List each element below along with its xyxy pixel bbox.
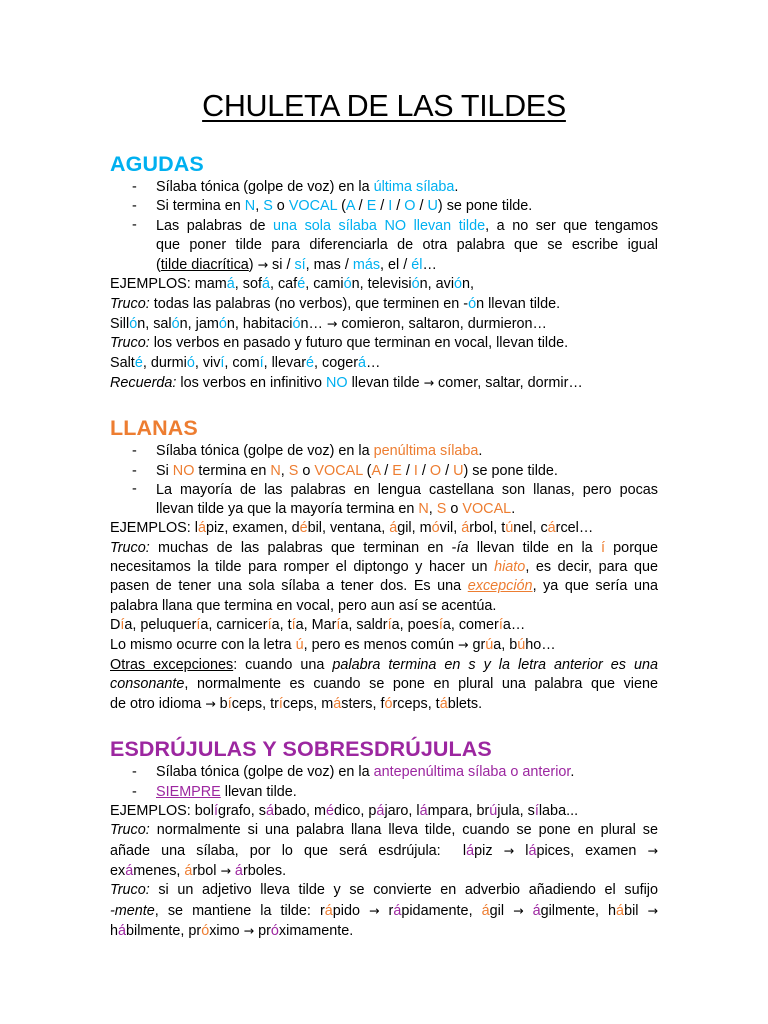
arrow-right-icon: →: [205, 696, 216, 712]
arrow-right-icon: →: [423, 374, 435, 390]
arrow-right-icon: →: [257, 257, 269, 273]
esdrujulas-rule-2: - SIEMPRE llevan tilde.: [110, 783, 658, 802]
arrow-right-icon: →: [243, 922, 255, 938]
esdrujulas-heading: ESDRÚJULAS Y SOBRESDRÚJULAS: [110, 737, 492, 762]
agudas-truco-2-examples: Salté, durmió, viví, comí, llevaré, cogerá…: [110, 354, 381, 371]
agudas-rule-2: - Si termina en N, S o VOCAL (A / E / I / O / U) se pone tilde.: [110, 197, 658, 216]
llanas-rule-1: - Sílaba tónica (golpe de voz) en la penúltima sílaba.: [110, 442, 658, 461]
llanas-truco: Truco: muchas de las palabras que terminan en -ía llevan tilde en la í porque necesitamos la tilde para romper el diptongo y hacer un hiato, es decir, para que pasen de tener una sola sílaba a tener dos. Es una excepción, ya que sería una palabra llana que termina en vocal, pero aun así se acentúa.: [110, 539, 658, 614]
llanas-heading: LLANAS: [110, 416, 198, 441]
llanas-otras-excepciones: Otras excepciones: cuando una palabra termina en s y la letra anterior es una consonante, normalmente es cuando se pone en plural una palabra que viene de otro idioma → bíceps, tríceps, másters, fórceps, táblets.: [110, 656, 658, 713]
esdrujulas-truco-1: Truco: normalmente si una palabra llana lleva tilde, cuando se pone en plural se añade una sílaba, por lo que será esdrújula: lápiz → lápices, examen → exámenes, árbol → árboles.: [110, 822, 658, 879]
arrow-right-icon: →: [503, 842, 515, 858]
llanas-u-rule: Lo mismo ocurre con la letra ú, pero es menos común → grúa, búho…: [110, 637, 556, 654]
agudas-recuerda: Recuerda: los verbos en infinitivo NO llevan tilde → comer, saltar, dormir…: [110, 374, 583, 391]
arrow-right-icon: →: [647, 842, 658, 858]
llanas-rule-2: - Si NO termina en N, S o VOCAL (A / E / I / O / U) se pone tilde.: [110, 462, 658, 481]
arrow-right-icon: →: [220, 862, 231, 878]
arrow-right-icon: →: [369, 902, 380, 918]
arrow-right-icon: →: [326, 316, 338, 332]
arrow-right-icon: →: [513, 902, 524, 918]
page-title: CHULETA DE LAS TILDES: [202, 89, 566, 123]
llanas-truco-examples: Día, peluquería, carnicería, tía, María, saldría, poesía, comería…: [110, 616, 526, 633]
agudas-truco-1: Truco: todas las palabras (no verbos), que terminen en -ón llevan tilde.: [110, 295, 561, 312]
llanas-examples: EJEMPLOS: lápiz, examen, débil, ventana, ágil, móvil, árbol, túnel, cárcel…: [110, 520, 594, 537]
esdrujulas-rule-1: - Sílaba tónica (golpe de voz) en la antepenúltima sílaba o anterior.: [110, 763, 658, 782]
agudas-examples: EJEMPLOS: mamá, sofá, café, camión, televisión, avión,: [110, 276, 475, 293]
agudas-truco-1-examples: Sillón, salón, jamón, habitación… → comieron, saltaron, durmieron…: [110, 316, 547, 333]
agudas-rule-3: - Las palabras de una sola sílaba NO llevan tilde, a no ser que tengamos que poner tilde para diferenciarla de otra palabra que se escribe igual (tilde diacrítica) → si / sí, mas / más, el / él…: [110, 217, 658, 276]
esdrujulas-truco-2: Truco: si un adjetivo lleva tilde y se convierte en adverbio añadiendo el sufijo -mente, se mantiene la tilde: rápido → rápidamente, ágil → ágilmente, hábil → hábilmente, próximo → próximamente.: [110, 882, 658, 939]
agudas-rule-1: - Sílaba tónica (golpe de voz) en la última sílaba.: [110, 178, 658, 197]
llanas-section: [110, 442, 658, 714]
agudas-truco-2: Truco: los verbos en pasado y futuro que terminan en vocal, llevan tilde.: [110, 335, 569, 352]
arrow-right-icon: →: [457, 637, 469, 653]
agudas-section: [110, 178, 658, 393]
esdrujulas-examples: EJEMPLOS: bolígrafo, sábado, médico, pájaro, lámpara, brújula, sílaba...: [110, 803, 579, 820]
document-page: [110, 86, 658, 941]
agudas-heading: AGUDAS: [110, 152, 204, 176]
esdrujulas-section: [110, 763, 658, 941]
llanas-rule-3: - La mayoría de las palabras en lengua castellana son llanas, pero pocas llevan tilde ya que la mayoría termina en N, S o VOCAL.: [110, 481, 658, 520]
arrow-right-icon: →: [647, 902, 658, 918]
